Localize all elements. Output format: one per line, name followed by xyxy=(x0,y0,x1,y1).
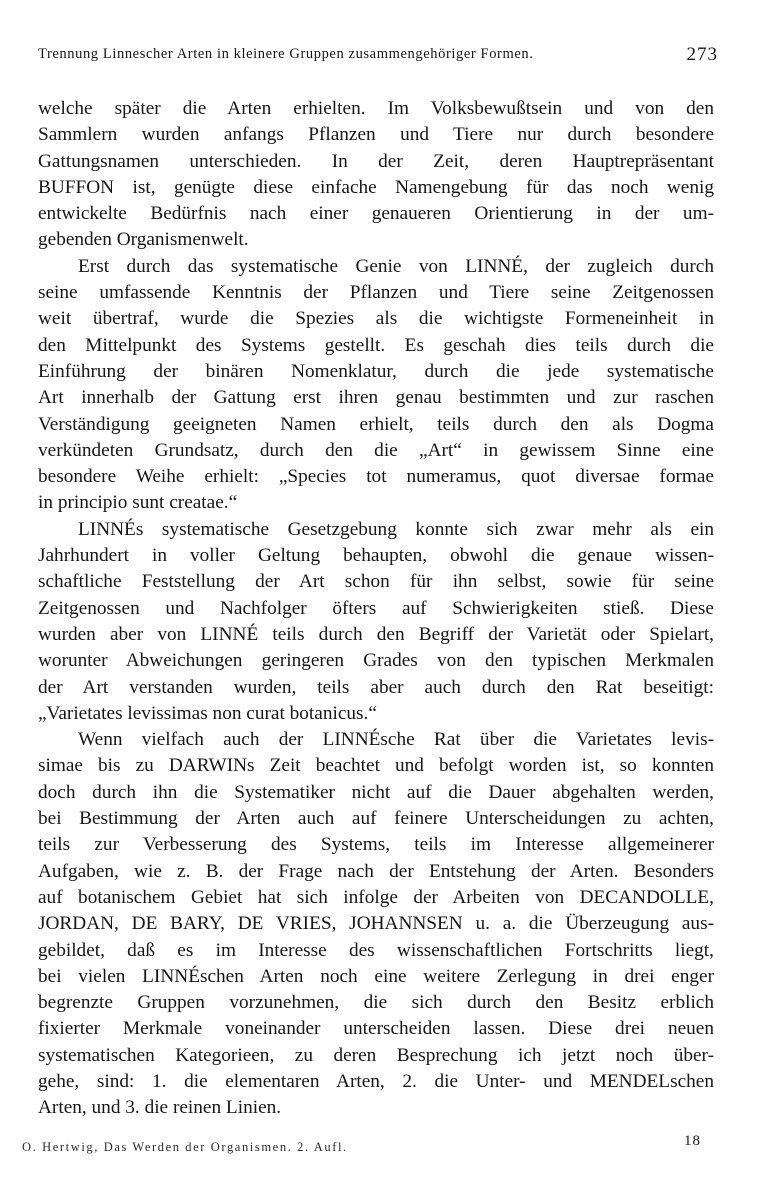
footer-imprint: O. Hertwig, Das Werden der Organismen. 2. Aufl. xyxy=(22,1140,348,1154)
text-line: gebenden Organismenwelt. xyxy=(38,229,249,251)
text-line: gehe, sind: 1. die elementaren Arten, 2. die Unter- und MENDELschen xyxy=(38,1070,714,1092)
text-line: begrenzte Gruppen vorzunehmen, die sich durch den Besitz erblich xyxy=(38,992,714,1014)
text-line: simae bis zu DARWINs Zeit beachtet und befolgt worden ist, so konnten xyxy=(38,755,714,777)
text-line: welche später die Arten erhielten. Im Volksbewußtsein und von den xyxy=(38,98,714,119)
text-line: Verständigung geeigneten Namen erhielt, teils durch den als Dogma xyxy=(38,413,714,435)
running-head-title: Trennung Linnescher Arten in kleinere Gruppen zusammengehöriger Formen. xyxy=(38,46,534,62)
paragraph-3 xyxy=(38,517,714,727)
text-line: Arten, und 3. die reinen Linien. xyxy=(38,1097,282,1119)
text-line: Jahrhundert in voller Geltung behaupten, obwohl die genaue wissen- xyxy=(38,545,714,567)
text-line: schaftliche Feststellung der Art schon für ihn selbst, sowie für seine xyxy=(38,571,714,593)
text-line: in principio sunt creatae.“ xyxy=(38,492,238,514)
signature-mark: 18 xyxy=(684,1133,701,1149)
text-line: LINNÉs systematische Gesetzgebung konnte sich zwar mehr als ein xyxy=(78,518,714,540)
page-number: 273 xyxy=(686,44,718,65)
text-line: verkündeten Grundsatz, durch den die „Art“ in gewissem Sinne eine xyxy=(38,439,714,461)
text-line: systematischen Kategorieen, zu deren Besprechung ich jetzt noch über- xyxy=(38,1044,714,1066)
text-line: wurden aber von LINNÉ teils durch den Begriff der Varietät oder Spielart, xyxy=(38,623,714,645)
text-line: besondere Weihe erhielt: „Species tot numeramus, quot diversae formae xyxy=(38,466,714,488)
text-line: auf botanischem Gebiet hat sich infolge der Arbeiten von DECANDOLLE, xyxy=(38,886,714,908)
text-line: Aufgaben, wie z. B. der Frage nach der Entstehung der Arten. Besonders xyxy=(38,860,714,882)
text-line: bei vielen LINNÉschen Arten noch eine weitere Zerlegung in drei enger xyxy=(38,965,714,987)
text-line: Einführung der binären Nomenklatur, durch die jede systematische xyxy=(38,360,714,382)
text-line: worunter Abweichungen geringeren Grades von den typischen Merkmalen xyxy=(38,650,714,672)
text-line: gebildet, daß es im Interesse des wissenschaftlichen Fortschritts liegt, xyxy=(38,939,714,961)
paragraph-2 xyxy=(38,254,714,517)
text-line: „Varietates levissimas non curat botanicus.“ xyxy=(38,702,377,724)
text-line: BUFFON ist, genügte diese einfache Namengebung für das noch wenig xyxy=(38,176,714,198)
text-line: weit übertraf, wurde die Spezies als die wichtigste Formeneinheit in xyxy=(38,308,714,330)
paragraph-4 xyxy=(38,727,714,1121)
text-line: fixierter Merkmale voneinander unterscheiden lassen. Diese drei neuen xyxy=(38,1018,714,1040)
text-line: Wenn vielfach auch der LINNÉsche Rat über die Varietates levis- xyxy=(78,729,714,751)
text-line: entwickelte Bedürfnis nach einer genaueren Orientierung in der um- xyxy=(38,203,714,225)
text-line: seine umfassende Kenntnis der Pflanzen und Tiere seine Zeitgenossen xyxy=(38,282,714,304)
body-text xyxy=(38,96,714,1122)
text-line: teils zur Verbesserung des Systems, teils im Interesse allgemeinerer xyxy=(38,834,714,856)
text-line: Art innerhalb der Gattung erst ihren genau bestimmten und zur raschen xyxy=(38,387,714,409)
running-head xyxy=(38,40,718,70)
text-line: Erst durch das systematische Genie von LINNÉ, der zugleich durch xyxy=(78,255,714,277)
text-line: doch durch ihn die Systematiker nicht auf die Dauer abgehalten werden, xyxy=(38,781,714,803)
text-line: JORDAN, DE BARY, DE VRIES, JOHANNSEN u. a. die Überzeugung aus- xyxy=(38,913,714,935)
text-line: Sammlern wurden anfangs Pflanzen und Tiere nur durch besondere xyxy=(38,124,714,146)
text-line: Gattungsnamen unterschieden. In der Zeit, deren Hauptrepräsentant xyxy=(38,150,714,172)
text-line: Zeitgenossen und Nachfolger öfters auf Schwierigkeiten stieß. Diese xyxy=(38,597,714,619)
paragraph-1 xyxy=(38,96,714,254)
text-line: der Art verstanden wurden, teils aber auch durch den Rat beseitigt: xyxy=(38,676,714,698)
book-page xyxy=(38,40,718,1180)
text-line: den Mittelpunkt des Systems gestellt. Es geschah dies teils durch die xyxy=(38,334,714,356)
text-line: bei Bestimmung der Arten auch auf feinere Unterscheidungen zu achten, xyxy=(38,808,714,830)
